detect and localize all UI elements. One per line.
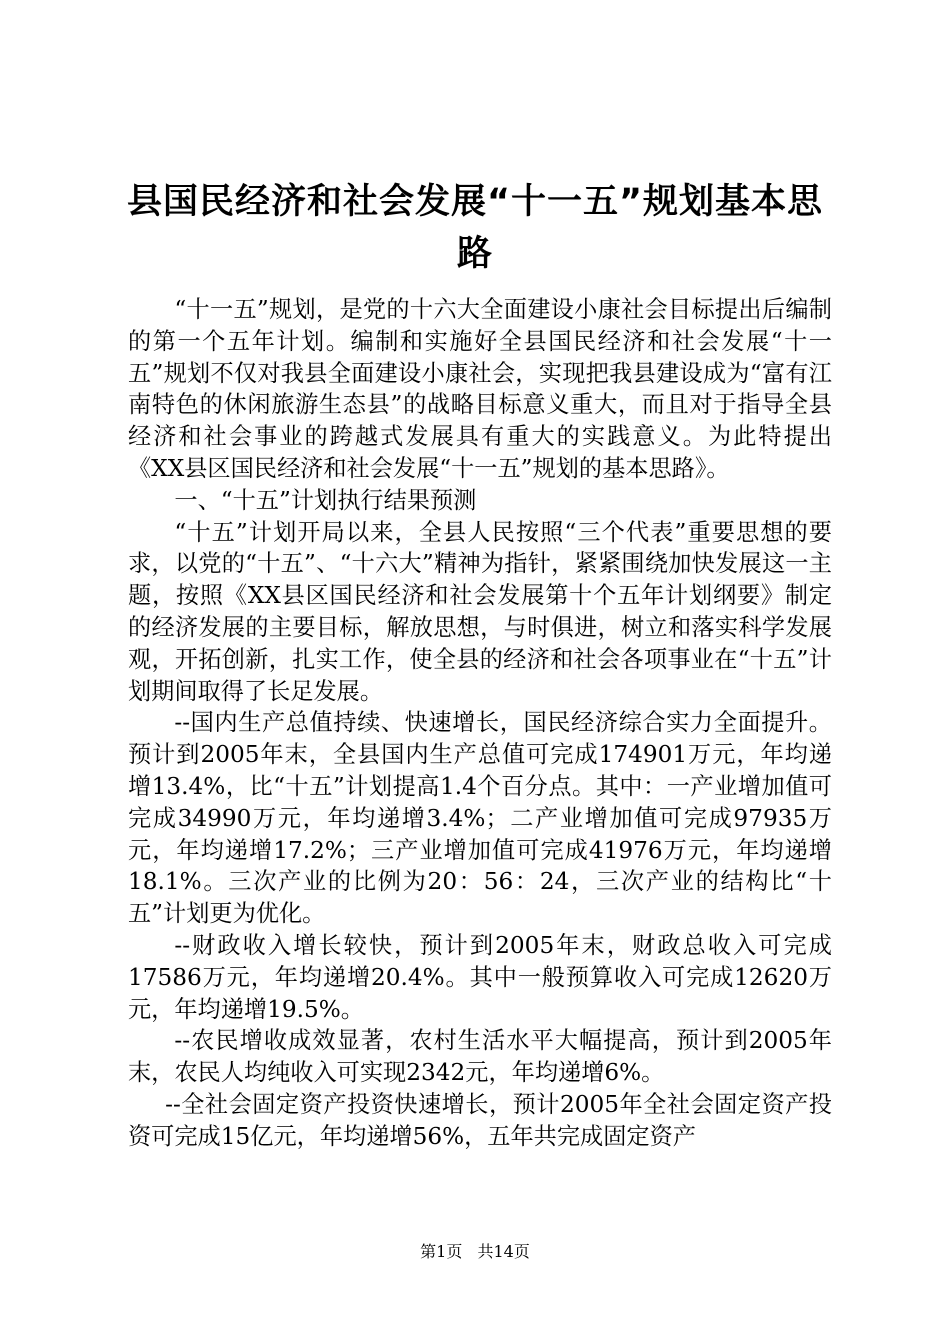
paragraph-intro: “十一五”规划，是党的十六大全面建设小康社会目标提出后编制的第一个五年计划。编制和实施好全县国民经济和社会发展“十一五”规划不仅对我县全面建设小康社会，实现把我县建设成为“富有江南特色的休闲旅游生态县”的战略目标意义重大，而且对于指导全县经济和社会事业的跨越式发展具有重大的实践意义。为此特提出《XX县区国民经济和社会发展“十一五”规划的基本思路》。 [128,296,832,482]
page-total: 共14页 [477,1242,530,1261]
document-title: 县国民经济和社会发展“十一五”规划基本思路 [126,182,823,274]
paragraph-farmers: --农民增收成效显著，农村生活水平大幅提高，预计到2005年末，农民人均纯收入可实现2342元，年均递增6%。 [128,1027,832,1087]
paragraph-fiscal: --财政收入增长较快，预计到2005年末，财政总收入可完成17586万元，年均递增20.4%。其中一般预算收入可完成12620万元，年均递增19.5%。 [128,931,832,1023]
page-footer [0,1241,950,1263]
section-heading: 一、“十五”计划执行结果预测 [174,486,477,514]
paragraph-gdp: --国内生产总值持续、快速增长，国民经济综合实力全面提升。预计到2005年末，全县国内生产总值可完成174901万元，年均递增13.4%，比“十五”计划提高1.4个百分点。其中：一产业增加值可完成34990万元，年均递增3.4%；二产业增加值可完成97935万元，年均递增17.2%；三产业增加值可完成41976万元，年均递增18.1%。三次产业的比例为20：56：24，三次产业的结构比“十五”计划更为优化。 [128,709,832,928]
document-body [128,294,832,1153]
page-number: 第1页 [420,1242,463,1261]
paragraph-overview: “十五”计划开局以来，全县人民按照“三个代表”重要思想的要求，以党的“十五”、“十六大”精神为指针，紧紧围绕加快发展这一主题，按照《XX县区国民经济和社会发展第十个五年计划纲要》制定的经济发展的主要目标，解放思想，与时俱进，树立和落实科学发展观，开拓创新，扎实工作，使全县的经济和社会各项事业在“十五”计划期间取得了长足发展。 [128,518,832,705]
paragraph-investment: --全社会固定资产投资快速增长，预计2005年全社会固定资产投资可完成15亿元，年均递增56%，五年共完成固定资产 [128,1090,832,1150]
